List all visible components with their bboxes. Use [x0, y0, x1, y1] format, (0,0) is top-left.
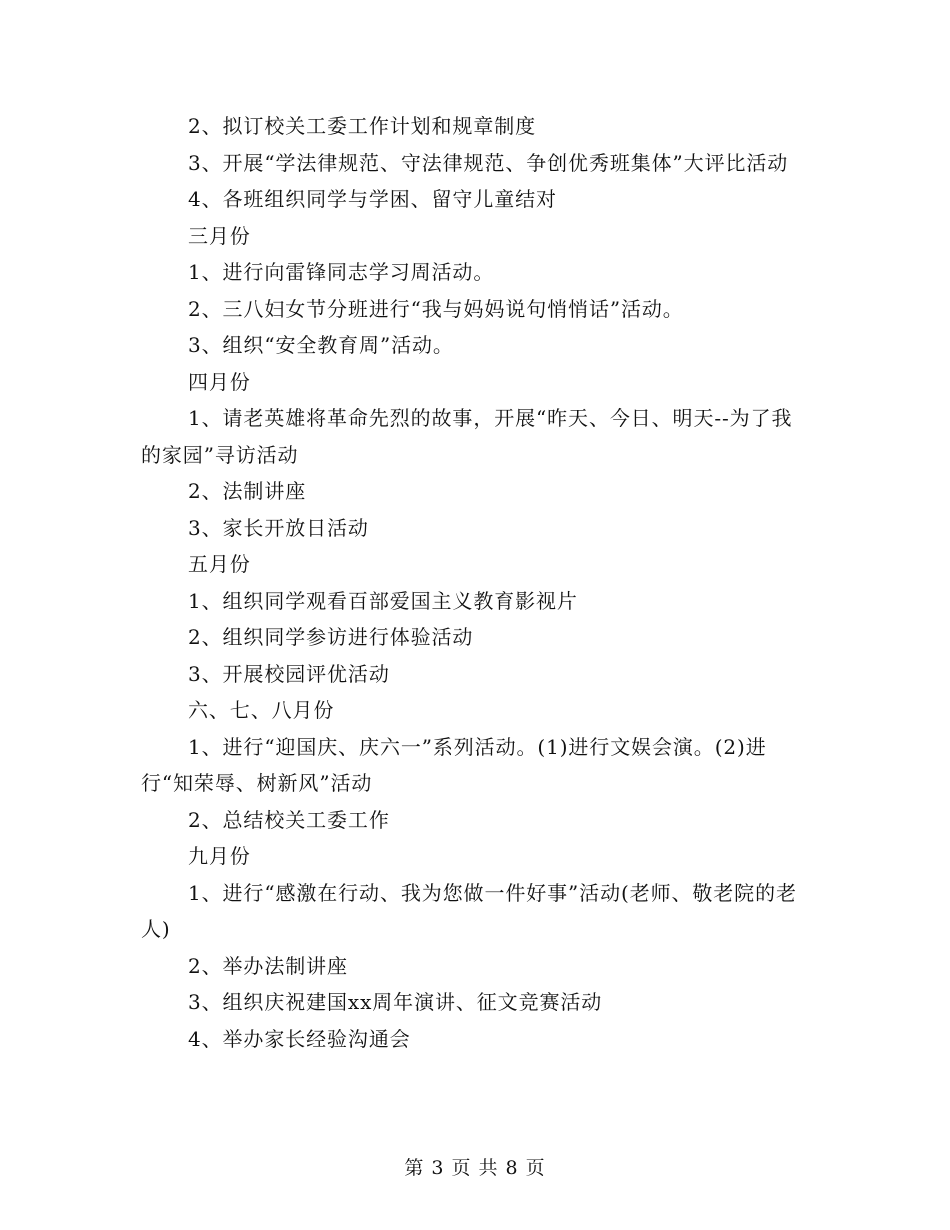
paragraph: 1、进行“迎国庆、庆六一”系列活动。(1)进行文娱会演。(2)进行“知荣辱、树新风”活动: [141, 734, 767, 795]
paragraph: 4、举办家长经验沟通会: [188, 1026, 411, 1051]
paragraph: 1、组织同学观看百部爱国主义教育影视片: [188, 588, 578, 613]
paragraph: 1、请老英雄将革命先烈的故事，开展“昨天、今日、明天--为了我的家园”寻访活动: [141, 406, 793, 467]
paragraph: 3、家长开放日活动: [188, 515, 369, 540]
paragraph: 3、组织“安全教育周”活动。: [188, 333, 454, 357]
paragraph: 4、各班组织同学与学困、留守儿童结对: [188, 187, 557, 211]
paragraph: 3、组织庆祝建国xx周年演讲、征文竞赛活动: [188, 990, 603, 1014]
section-heading: 五月份: [188, 552, 251, 576]
paragraph: 2、组织同学参访进行体验活动: [188, 625, 474, 649]
paragraph: 1、进行“感激在行动、我为您做一件好事”活动(老师、敬老院的老人): [141, 880, 797, 941]
paragraph: 1、进行向雷锋同志学习周活动。: [188, 260, 495, 284]
paragraph: 2、举办法制讲座: [188, 953, 348, 978]
paragraph: 3、开展校园评优活动: [188, 661, 390, 686]
paragraph: 2、拟订校关工委工作计划和规章制度: [188, 114, 537, 138]
section-heading: 三月份: [188, 223, 251, 248]
paragraph: 2、三八妇女节分班进行“我与妈妈说句悄悄话”活动。: [188, 296, 684, 321]
section-heading: 六、七、八月份: [188, 698, 335, 722]
page-footer: [0, 1153, 950, 1180]
document-body: [141, 108, 811, 1057]
page-number: 第 3 页 共 8 页: [404, 1157, 546, 1179]
paragraph: 2、法制讲座: [188, 479, 307, 503]
paragraph: 2、总结校关工委工作: [188, 807, 390, 832]
paragraph: 3、开展“学法律规范、守法律规范、争创优秀班集体”大评比活动: [188, 150, 789, 175]
section-heading: 九月份: [188, 844, 251, 868]
section-heading: 四月份: [188, 369, 251, 394]
